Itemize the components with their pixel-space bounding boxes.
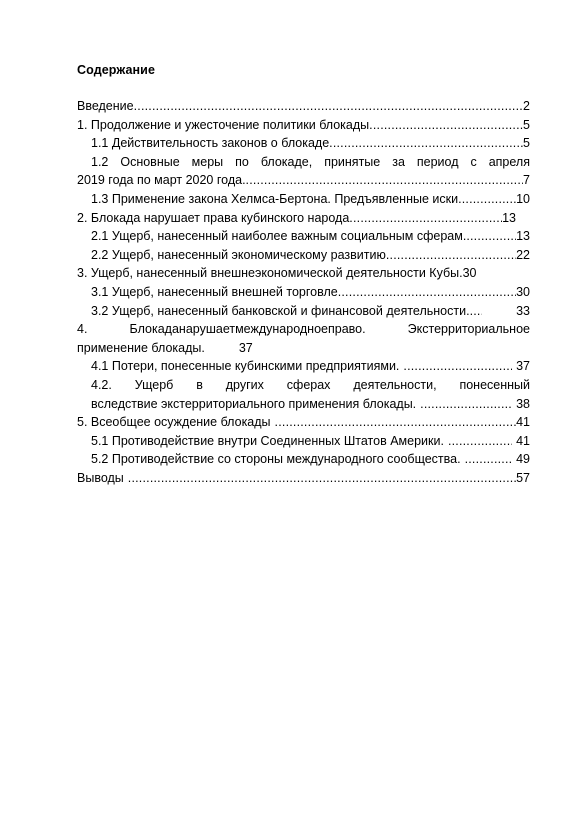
toc-entry-page: 41 [516,415,530,430]
toc-entry-title: применение блокады. [77,340,205,355]
toc-entry-section-2 [77,209,516,228]
toc-entry-title: 1. Продолжение и ужесточение политики блокады [77,117,370,132]
toc-entry-title: 5.2 Противодействие со стороны международного сообщества. [91,452,461,467]
dot-leader [329,134,523,153]
toc-entry-title: 1.3 Применение закона Хелмса-Бертона. Предъявленные иски [91,191,459,206]
toc-entry-title: 5.1 Противодействие внутри Соединенных Штатов Америки. [91,433,444,448]
toc-entry-title: 3.1 Ущерб, нанесенный внешней торговле [91,284,338,299]
toc-entry-title: 1.1 Действительность законов о блокаде [91,136,330,151]
toc-entry-section-2-2 [77,246,530,265]
dot-leader [470,302,482,321]
toc-entry-section-1-3 [77,190,530,209]
toc-entry-title: 2.2 Ущерб, нанесенный экономическому развитию [91,247,386,262]
toc-entry-number: 4. [77,322,88,337]
table-of-contents [77,97,530,487]
toc-entry-page: 2 [523,99,530,113]
toc-entry-title: 4.1 Потери, понесенные кубинскими предприятиями. [91,359,400,374]
dot-leader [246,171,524,190]
toc-entry-page: 5 [523,117,530,132]
toc-entry-page: 30 [462,266,477,281]
toc-entry-title: 3.2 Ущерб, нанесенный банковской и финансовой деятельности. [91,303,470,318]
toc-entry-title: 2. Блокада нарушает права кубинского народа [77,210,350,225]
toc-entry-page: 37 [238,340,253,355]
toc-entry-title: 2019 года по март 2020 года. [77,173,246,188]
toc-entry-section-1-1 [77,134,530,153]
toc-entry-title: вследствие экстерриториального применения блокады. [91,396,417,411]
dot-leader [275,413,517,432]
toc-entry-section-3 [77,264,530,283]
dot-leader [420,395,512,414]
toc-entry-section-1-2-line-1: 1.2 Основные меры по блокаде, принятые за период с апреля [91,154,530,169]
toc-entry-conclusions [77,469,530,488]
dot-leader [386,246,516,265]
toc-entry-title-part: Экстерриториальное [407,322,530,337]
toc-entry-intro [77,97,530,116]
toc-entry-page: 41 [516,433,530,448]
toc-entry-page: 49 [516,452,530,467]
toc-entry-page: 22 [516,247,530,262]
toc-entry-page: 7 [523,173,530,188]
toc-entry-page: 13 [516,229,530,244]
toc-entry-page: 5 [523,136,530,151]
toc-entry-page: 13 [502,210,516,225]
toc-entry-section-5-1 [77,432,530,451]
dot-leader [466,227,516,246]
toc-entry-section-4-line-2 [77,339,530,358]
toc-entry-section-4-2-line-1: 4.2. Ущерб в других сферах деятельности, понесенный [91,377,530,392]
toc-entry-title: 5. Всеобщее осуждение блокады [77,415,271,430]
toc-entry-section-1-2-line-2 [77,171,530,190]
toc-entry-title: 2.1 Ущерб, нанесенный наиболее важным социальным сферам. [91,229,467,244]
dot-leader [338,283,516,302]
toc-entry-section-5-2 [77,450,530,469]
toc-entry-section-2-1 [77,227,530,246]
dot-leader [134,97,523,116]
toc-heading: Содержание [77,63,156,77]
toc-entry-section-3-2 [77,302,530,321]
toc-entry-title: 3. Ущерб, нанесенный внешнеэкономической деятельности Кубы. [77,266,463,281]
toc-entry-page: 38 [516,396,530,411]
toc-entry-section-4-line-1 [77,320,530,339]
toc-entry-page: 10 [516,191,530,206]
dot-leader [465,450,513,469]
toc-entry-page: 30 [516,284,530,299]
toc-entry-title-part: Блокаданарушаетмеждународноеправо. [129,322,366,337]
dot-leader [458,190,516,209]
toc-entry-section-3-1 [77,283,530,302]
toc-entry-section-4-1 [77,357,530,376]
dot-leader [403,357,512,376]
dot-leader [128,469,516,488]
toc-entry-title: Выводы [77,470,124,485]
toc-entry-page: 37 [516,359,530,374]
toc-entry-page: 33 [516,303,530,318]
toc-entry-section-5 [77,413,530,432]
dot-leader [349,209,502,228]
toc-entry-section-4-2-line-2 [77,395,530,414]
dot-leader [448,432,512,451]
toc-entry-section-1 [77,116,530,135]
dot-leader [369,116,523,135]
toc-entry-page: 57 [516,470,530,485]
toc-entry-title: Введение [77,99,134,113]
